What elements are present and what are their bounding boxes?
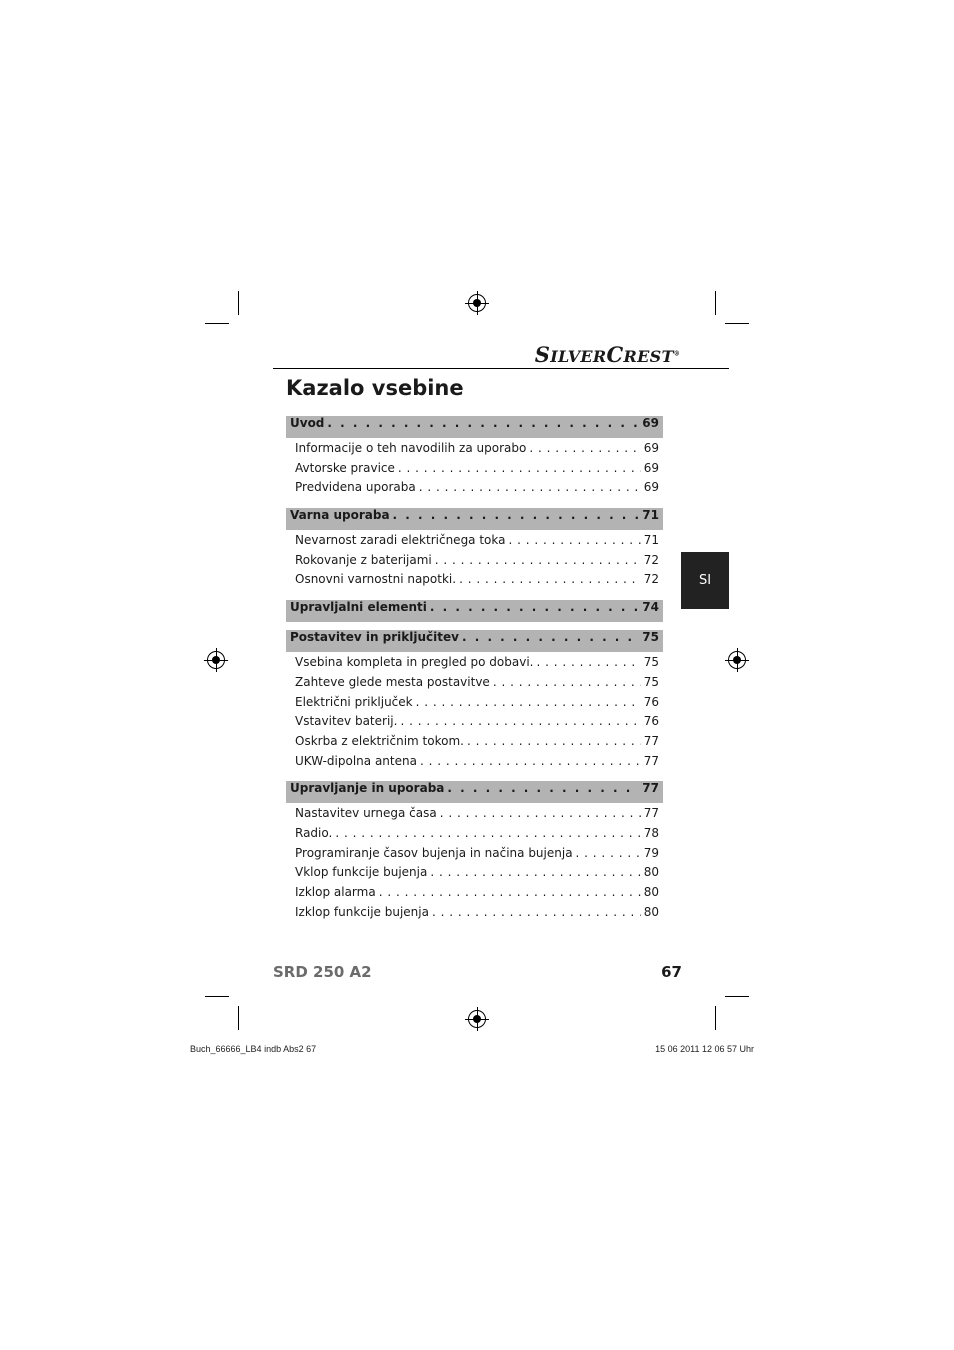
toc-leader xyxy=(435,553,641,567)
toc-item-label: Oskrba z električnim tokom. xyxy=(295,733,464,748)
toc-item xyxy=(295,533,659,553)
registration-mark-icon xyxy=(728,651,746,669)
toc-leader xyxy=(459,572,641,586)
toc-item-page: 69 xyxy=(643,441,659,455)
toc-section-heading xyxy=(286,781,663,803)
toc-item-label: Nevarnost zaradi električnega toka xyxy=(295,533,506,548)
toc-item-page: 80 xyxy=(643,904,659,919)
toc-section-page: 71 xyxy=(642,508,659,523)
toc-item-label: Vsebina kompleta in pregled po dobavi. xyxy=(295,655,534,670)
registration-mark-icon xyxy=(468,1010,486,1028)
toc-leader xyxy=(327,416,639,430)
toc-item-list xyxy=(286,803,663,924)
toc-leader xyxy=(493,675,641,689)
page-number: 67 xyxy=(661,963,682,981)
toc-leader xyxy=(393,508,640,522)
toc-item-page: 77 xyxy=(643,753,659,768)
toc-item xyxy=(295,572,659,592)
page-title: Kazalo vsebine xyxy=(286,376,464,400)
toc-item-label: Radio. xyxy=(295,825,333,840)
toc-item-page: 71 xyxy=(643,533,659,548)
toc-item xyxy=(295,885,659,905)
toc-item xyxy=(295,905,659,925)
toc-item-page: 76 xyxy=(643,714,659,729)
toc-section-title: Postavitev in priključitev xyxy=(290,630,459,645)
header-rule xyxy=(273,368,729,369)
crop-mark xyxy=(205,323,229,324)
toc-item-list xyxy=(286,530,663,592)
toc-leader xyxy=(462,630,639,644)
crop-mark xyxy=(725,996,749,997)
toc-leader xyxy=(447,781,639,795)
crop-mark xyxy=(725,323,749,324)
toc-leader xyxy=(467,734,641,748)
toc-item xyxy=(295,675,659,695)
toc-item xyxy=(295,846,659,866)
toc-item-page: 75 xyxy=(643,655,659,670)
toc-leader xyxy=(420,754,641,768)
toc-section-page: 77 xyxy=(642,781,659,796)
toc-item-page: 69 xyxy=(643,460,659,475)
brand-logo: SILVERCREST® xyxy=(534,342,680,367)
toc-item-label: Vklop funkcije bujenja xyxy=(295,865,428,880)
toc-leader xyxy=(379,885,641,899)
toc-item-page: 72 xyxy=(643,572,659,587)
toc-item-page: 77 xyxy=(643,733,659,748)
toc-section-page: 75 xyxy=(642,630,659,645)
registration-mark-icon xyxy=(468,294,486,312)
toc-item xyxy=(295,754,659,774)
toc-item-label: Predvidena uporaba xyxy=(295,480,416,495)
toc-item xyxy=(295,553,659,573)
toc-item-label: Zahteve glede mesta postavitve xyxy=(295,674,490,689)
toc-item xyxy=(295,734,659,754)
toc-item-label: UKW-dipolna antena xyxy=(295,753,417,768)
toc-leader xyxy=(398,461,641,475)
toc-item xyxy=(295,826,659,846)
toc-section-page: 69 xyxy=(642,416,659,430)
toc-item xyxy=(295,806,659,826)
toc-item-label: Izklop alarma xyxy=(295,885,376,899)
toc-item xyxy=(295,714,659,734)
toc-leader xyxy=(335,826,640,840)
toc-item-label: Vstavitev baterij. xyxy=(295,714,398,729)
toc-item-label: Električni priključek xyxy=(295,694,413,709)
toc-leader xyxy=(416,695,641,709)
toc-section-title: Uvod xyxy=(290,416,325,430)
toc-section-heading xyxy=(286,508,663,530)
toc-leader xyxy=(400,714,640,728)
toc-section-title: Upravljanje in uporaba xyxy=(290,781,445,796)
crop-mark xyxy=(715,291,716,315)
toc-item xyxy=(295,461,659,481)
slug-right: 15 06 2011 12 06 57 Uhr xyxy=(655,1044,754,1054)
toc-leader xyxy=(440,806,641,820)
toc-section-heading xyxy=(286,416,663,438)
toc-item-page: 69 xyxy=(643,480,659,495)
toc-leader xyxy=(430,600,639,614)
toc-item-page: 76 xyxy=(643,694,659,709)
slug-left: Buch_66666_LB4 indb Abs2 67 xyxy=(190,1044,317,1054)
toc-section-page: 74 xyxy=(642,600,659,615)
toc-item-page: 75 xyxy=(643,674,659,689)
crop-mark xyxy=(238,291,239,315)
toc-leader xyxy=(536,655,640,669)
toc-section-heading xyxy=(286,600,663,622)
toc-section-title: Varna uporaba xyxy=(290,508,390,523)
crop-mark xyxy=(715,1006,716,1030)
toc-item-label: Avtorske pravice xyxy=(295,460,395,475)
toc-item xyxy=(295,695,659,715)
toc-item-label: Osnovni varnostni napotki. xyxy=(295,572,457,587)
toc-leader xyxy=(430,865,640,879)
toc-item-page: 78 xyxy=(643,825,659,840)
model-number: SRD 250 A2 xyxy=(273,963,372,981)
toc-item xyxy=(295,480,659,500)
toc-section-heading xyxy=(286,630,663,652)
toc-item-page: 79 xyxy=(643,845,659,860)
toc-item-label: Programiranje časov bujenja in načina bujenja xyxy=(295,845,573,860)
toc-leader xyxy=(432,905,641,919)
toc-item-label: Informacije o teh navodilih za uporabo xyxy=(295,441,527,455)
crop-mark xyxy=(205,996,229,997)
toc-leader xyxy=(509,533,641,547)
toc-item xyxy=(295,865,659,885)
toc-item-page: 80 xyxy=(643,865,659,880)
toc-item xyxy=(295,655,659,675)
crop-mark xyxy=(238,1006,239,1030)
toc-leader xyxy=(419,480,641,494)
toc-item-page: 77 xyxy=(643,806,659,821)
toc-leader xyxy=(576,846,641,860)
table-of-contents xyxy=(286,416,663,924)
toc-item-label: Izklop funkcije bujenja xyxy=(295,904,429,919)
toc-item xyxy=(295,441,659,461)
toc-item-page: 72 xyxy=(643,552,659,567)
registration-mark-icon xyxy=(207,651,225,669)
toc-item-label: Rokovanje z baterijami xyxy=(295,552,432,567)
toc-section-title: Upravljalni elementi xyxy=(290,600,427,615)
toc-item-list xyxy=(286,652,663,773)
toc-item-label: Nastavitev urnega časa xyxy=(295,806,437,821)
toc-item-list xyxy=(286,438,663,500)
toc-item-page: 80 xyxy=(643,885,659,899)
language-tab: SI xyxy=(681,552,729,609)
toc-leader xyxy=(529,441,640,455)
